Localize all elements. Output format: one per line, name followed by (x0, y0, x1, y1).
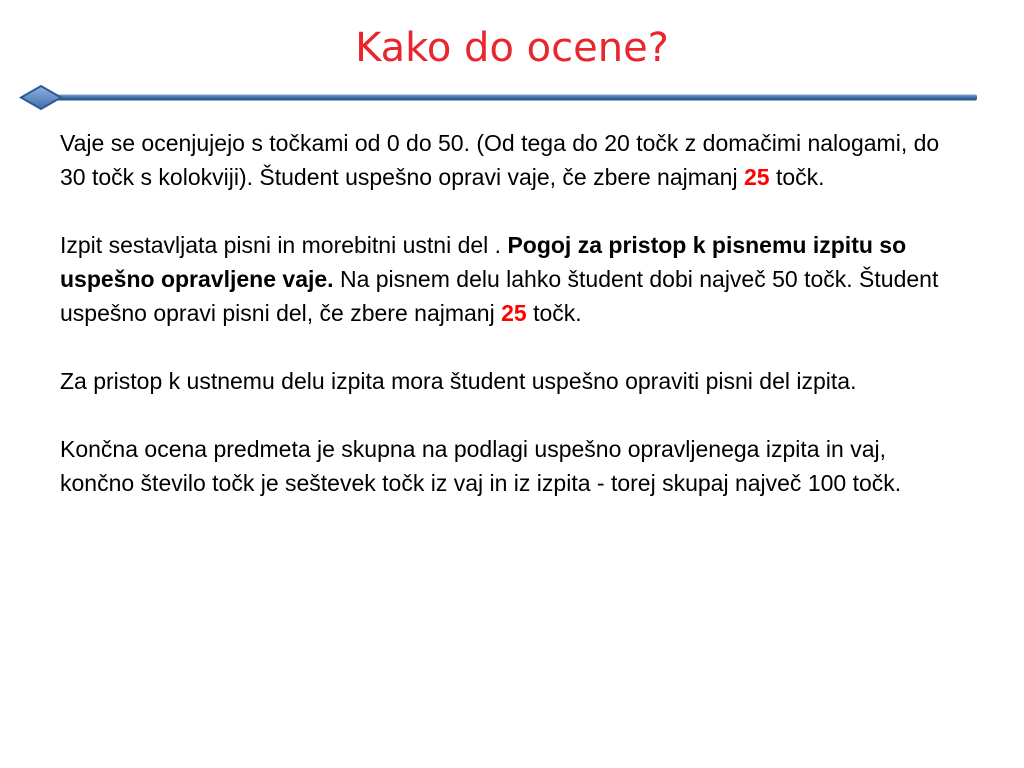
paragraph-oral: Za pristop k ustnemu delu izpita mora študent uspešno opraviti pisni del izpita. (60, 368, 857, 394)
exam-text-middle: Na pisnem delu lahko študent dobi največ 50 točk. Študent uspešno opravi pisni del, če zbere najmanj (60, 266, 939, 326)
paragraph-exam (60, 228, 960, 330)
slide-body (60, 126, 960, 534)
exam-text-end: točk. (526, 300, 582, 326)
slide-title: Kako do ocene? (355, 25, 669, 71)
title-divider (0, 80, 1024, 116)
exercises-min-points: 25 (743, 164, 770, 190)
exercises-text-end: točk. (769, 164, 825, 190)
divider-line (40, 95, 977, 101)
divider-diamond-icon (21, 86, 61, 109)
paragraph-exercises (60, 126, 960, 194)
exam-text: Izpit sestavljata pisni in morebitni ustni del . (60, 232, 508, 258)
exercises-text: Vaje se ocenjujejo s točkami od 0 do 50. (Od tega do 20 točk z domačimi nalogami, do 30 točk s kolokviji). Študent uspešno opravi vaje, če zbere najmanj (60, 130, 940, 190)
exam-condition: Pogoj za pristop k pisnemu izpitu so uspešno opravljene vaje. (60, 232, 907, 292)
exam-min-points: 25 (501, 300, 527, 326)
paragraph-final-grade: Končna ocena predmeta je skupna na podlagi uspešno opravljenega izpita in vaj, končno število točk je seštevek točk iz vaj in iz izpita - torej skupaj največ 100 točk. (60, 436, 902, 496)
